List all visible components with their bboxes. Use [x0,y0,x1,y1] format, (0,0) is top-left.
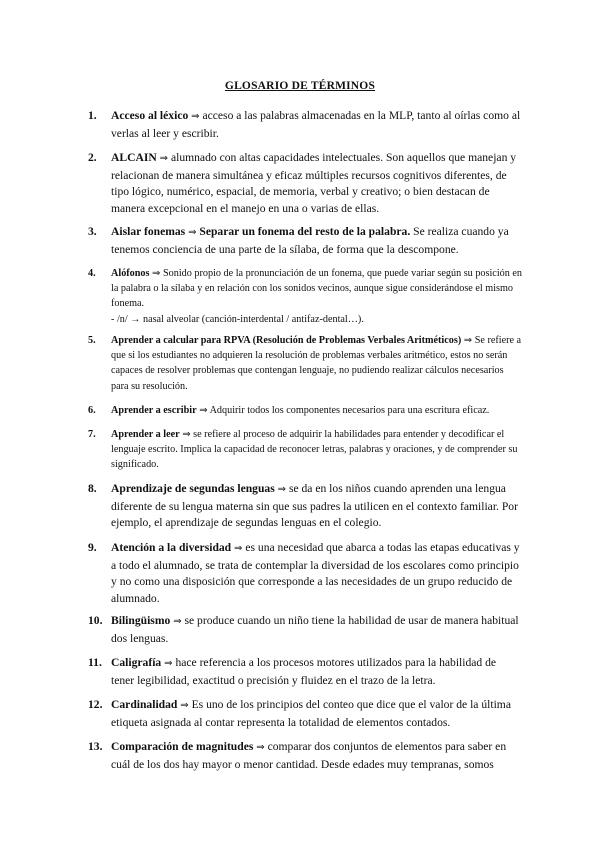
page-title: GLOSARIO DE TÉRMINOS [224,80,376,92]
entry-definition: alumnado con altas capacidades intelectuales. Son aquellos que manejan y relacionan de manera simultánea y eficaz múltiples recursos cognitivos diferentes, de tipo lógico, numérico, espacial, de memoria, verbal y creativo; o bien destacan de manera excepcional en el manejo en una o varias de ellas. [111,151,517,215]
entry-term: ALCAIN [111,151,157,164]
entry-term: Bilingüismo [111,614,171,627]
entry-definition: se refiere al proceso de adquirir la habilidades para entender y decodificar el lenguaje escrito. Implica la capacidad de reconocer letras, palabras y oraciones, y de comprender su significado. [111,429,518,471]
entry-example: - /n/ → nasal alveolar (canción-interdental / antifaz-dental…). [111,313,364,325]
entry-definition: Sonido propio de la pronunciación de un fonema, que puede variar según su posición en la palabra o la sílaba y en relación con los sonidos vecinos, aunque sigue considerándose el mismo fonema. [111,268,522,310]
implies-arrow-icon: ⇒ [277,484,287,495]
entry-term: Aprender a leer [111,429,180,440]
implies-arrow-icon: ⇒ [182,429,191,440]
entry-definition: comparar dos conjuntos de elementos para saber en cuál de los dos hay mayor o menor cantidad. Desde edades muy tempranas, somos [111,740,507,771]
entry-term-secondary: Separar un fonema del resto de la palabra. [199,225,411,238]
glossary-entry-10 [90,613,522,647]
glossary-entry-5 [90,333,522,394]
implies-arrow-icon: ⇒ [191,111,200,122]
entry-number: 3. [88,225,97,238]
glossary-entry-3 [90,224,522,258]
entry-number: 2. [88,151,97,164]
entry-definition: se produce cuando un niño tiene la habilidad de usar de manera habitual dos lenguas. [111,614,519,645]
implies-arrow-icon: ⇒ [164,658,173,669]
entry-number: 10. [88,614,103,627]
entry-term: Aislar fonemas [111,225,186,238]
entry-term: Acceso al léxico [111,109,189,122]
glossary-entry-8 [90,481,522,532]
implies-arrow-icon: ⇒ [188,227,197,238]
glossary-entry-11 [90,655,522,689]
implies-arrow-icon: ⇒ [180,700,189,711]
implies-arrow-icon: ⇒ [152,268,161,279]
implies-arrow-icon: ⇒ [159,153,169,164]
entry-number: 12. [88,698,103,711]
glossary-entry-12 [90,697,522,731]
entry-number: 8. [88,482,97,495]
entry-definition: Se realiza cuando ya tenemos conciencia de una parte de la sílaba, de forma que la descompone. [111,225,509,256]
implies-arrow-icon: ⇒ [173,616,182,627]
entry-term: Comparación de magnitudes [111,740,254,753]
glossary-entry-13 [90,739,522,773]
entry-number: 5. [88,335,96,346]
entry-number: 11. [88,656,102,669]
glossary-entry-9 [90,540,522,607]
entry-term: Alófonos [111,268,150,279]
implies-arrow-icon: ⇒ [256,742,265,753]
glossary-entry-2 [90,150,522,217]
entry-number: 6. [88,405,96,416]
glossary-entry-4 [90,266,522,327]
entry-definition: se da en los niños cuando aprenden una lengua diferente de su lengua materna sin que sus padres la utilicen en el contexto familiar. Por ejemplo, el aprendizaje de segundas lenguas en el colegio. [111,482,518,529]
implies-arrow-icon: ⇒ [463,335,473,346]
entry-number: 13. [88,740,103,753]
entry-term: Aprendizaje de segundas lenguas [111,482,275,495]
entry-term: Cardinalidad [111,698,178,711]
glossary-entry-6 [90,403,522,418]
entry-number: 7. [88,429,96,440]
entry-definition: Es uno de los principios del conteo que dice que el valor de la última etiqueta asignada al contar representa la totalidad de elementos contados. [111,698,511,729]
entry-definition: es una necesidad que abarca a todas las etapas educativas y a todo el alumnado, se trata de contemplar la diversidad de los escolares como principio y no como una disposición que corresponde a las necesidades de un grupo reducido de alumnado. [111,541,520,605]
entry-number: 9. [88,541,97,554]
entry-term: Caligrafía [111,656,162,669]
glossary-entry-1 [90,108,522,142]
entry-definition: Se refiere a que si los estudiantes no adquieren la resolución de problemas verbales aritmético, estos no serán capaces de resolver problemas que contengan lenguaje, no pudiendo realizar cálculos necesarios para su resolución. [111,335,522,392]
entry-definition: acceso a las palabras almacenadas en la MLP, tanto al oírlas como al verlas al leer y escribir. [111,109,521,140]
entry-term: Aprender a calcular para RPVA (Resolución de Problemas Verbales Aritméticos) [111,335,462,346]
entry-term: Atención a la diversidad [111,541,232,554]
entry-number: 1. [88,109,97,122]
entry-definition: Adquirir todos los componentes necesarios para una escritura eficaz. [209,405,490,416]
implies-arrow-icon: ⇒ [234,543,243,554]
entry-term: Aprender a escribir [111,405,197,416]
entry-definition: hace referencia a los procesos motores utilizados para la habilidad de tener legibilidad, exactitud o precisión y fluidez en el trazo de la letra. [111,656,497,687]
glossary-entry-7 [90,427,522,473]
implies-arrow-icon: ⇒ [199,405,208,416]
entry-number: 4. [88,268,96,279]
